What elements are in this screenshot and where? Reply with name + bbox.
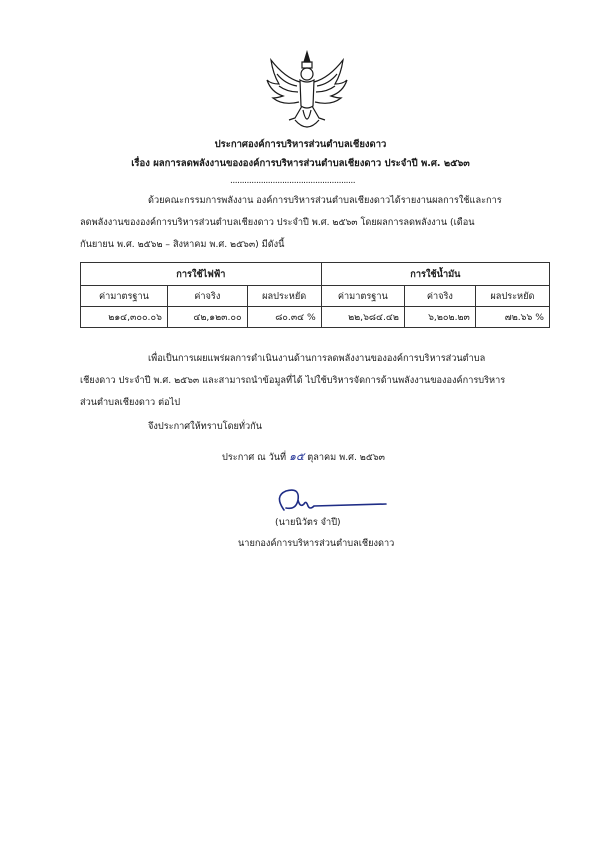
garuda-emblem-icon: [265, 50, 349, 136]
electricity-standard-header: ค่ามาตรฐาน: [81, 286, 168, 307]
electricity-header: การใช้ไฟฟ้า: [81, 263, 322, 286]
body-line-3: ส่วนตำบลเชียงดาว ต่อไป: [80, 397, 181, 408]
fuel-actual-value: ๖,๒๐๒.๒๓: [404, 307, 475, 328]
date-prefix: ประกาศ ณ วันที่: [222, 452, 287, 463]
announcement-date: [222, 446, 385, 469]
fuel-header: การใช้น้ำมัน: [321, 263, 549, 286]
signer-name: (นายนิวัตร จำปี): [275, 517, 341, 528]
electricity-actual-header: ค่าจริง: [167, 286, 247, 307]
date-day: ๑๕: [289, 450, 305, 463]
electricity-actual-value: ๔๒,๑๒๓.๐๐: [167, 307, 247, 328]
electricity-standard-value: ๒๑๔,๓๐๐.๐๖: [81, 307, 168, 328]
intro-line-3: กันยายน พ.ศ. ๒๕๖๒ – สิงหาคม พ.ศ. ๒๕๖๓) มีดังนี้: [80, 239, 285, 250]
body-line-2: เชียงดาว ประจำปี พ.ศ. ๒๕๖๓ และสามารถนำข้อมูลที่ได้ ไปใช้บริหารจัดการด้านพลังงานขององค์การบริหาร: [80, 375, 506, 386]
fuel-actual-header: ค่าจริง: [404, 286, 475, 307]
date-suffix: ตุลาคม พ.ศ. ๒๕๖๓: [307, 452, 385, 463]
document-subject: เรื่อง ผลการลดพลังงานขององค์การบริหารส่วนตำบลเชียงดาว ประจำปี พ.ศ. ๒๕๖๓: [131, 158, 470, 169]
fuel-saving-value: ๗๒.๖๖ %: [475, 307, 549, 328]
electricity-saving-header: ผลประหยัด: [247, 286, 321, 307]
body-line-1: เพื่อเป็นการเผยแพร่ผลการดำเนินงานด้านการลดพลังงานขององค์การบริหารส่วนตำบล: [148, 353, 486, 364]
intro-line-2: ลดพลังงานขององค์การบริหารส่วนตำบลเชียงดาว ประจำปี พ.ศ. ๒๕๖๓ โดยผลการลดพลังงาน (เดือน: [80, 217, 475, 228]
document-title: ประกาศองค์การบริหารส่วนตำบลเชียงดาว: [214, 139, 387, 150]
fuel-standard-header: ค่ามาตรฐาน: [321, 286, 404, 307]
electricity-saving-value: ๘๐.๓๔ %: [247, 307, 321, 328]
energy-results-table: [80, 262, 550, 328]
separator-dots: .....................................................: [230, 176, 356, 186]
fuel-saving-header: ผลประหยัด: [475, 286, 549, 307]
fuel-standard-value: ๒๒,๖๘๔.๔๒: [321, 307, 404, 328]
notice-text: จึงประกาศให้ทราบโดยทั่วกัน: [148, 421, 262, 432]
intro-line-1: ด้วยคณะกรรมการพลังงาน องค์การบริหารส่วนตำบลเชียงดาวได้รายงานผลการใช้และการ: [148, 195, 502, 206]
signer-position: นายกองค์การบริหารส่วนตำบลเชียงดาว: [238, 538, 395, 549]
